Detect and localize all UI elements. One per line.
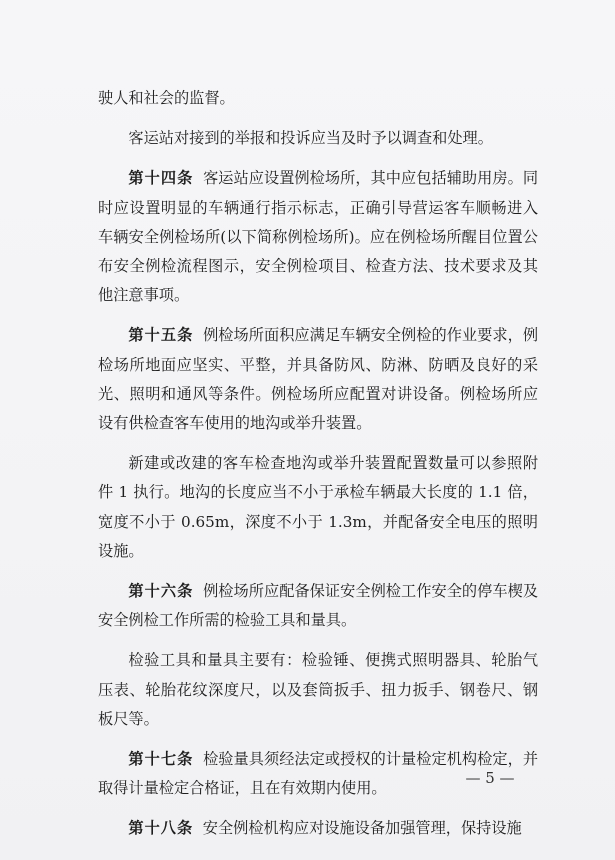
article-number: 第十六条 <box>128 582 194 601</box>
document-body <box>98 84 538 855</box>
article-number: 第十七条 <box>128 750 194 769</box>
article-14-paragraph <box>98 164 538 310</box>
page-number: — 5 — <box>465 769 515 787</box>
paragraph-text: 驶人和社会的监督。 <box>98 89 235 107</box>
article-number: 第十四条 <box>128 169 194 188</box>
paragraph <box>98 646 538 734</box>
article-15-paragraph <box>98 321 538 438</box>
paragraph <box>98 124 538 153</box>
paragraph-text: 客运站应设置例检场所，其中应包括辅助用房。同时应设置明显的车辆通行指示标志，正确引导营运客车顺畅进入车辆安全例检场所(以下简称例检场所)。应在例检场所醒目位置公布安全例检流程图示，安全例检项目、检查方法、技术要求及其他注意事项。 <box>98 169 539 305</box>
article-number: 第十八条 <box>128 819 194 838</box>
paragraph-text: 新建或改建的客车检查地沟或举升装置配置数量可以参照附件 1 执行。地沟的长度应当不小于承检车辆最大长度的 1.1 倍，宽度不小于 0.65m，深度不小于 1.3m，并配备安全电压的照明设施。 <box>98 454 538 560</box>
article-18-paragraph <box>98 814 538 843</box>
paragraph <box>98 449 538 566</box>
article-number: 第十五条 <box>128 326 194 345</box>
paragraph-text: 客运站对接到的举报和投诉应当及时予以调查和处理。 <box>128 129 493 148</box>
paragraph-text: 安全例检机构应对设施设备加强管理，保持设施 <box>202 819 522 838</box>
paragraph-text: 例检场所应配备保证安全例检工作安全的停车楔及安全例检工作所需的检验工具和量具。 <box>98 582 539 630</box>
paragraph <box>98 84 538 113</box>
paragraph-text: 检验量具须经法定或授权的计量检定机构检定，并取得计量检定合格证，且在有效期内使用。 <box>98 750 539 798</box>
article-16-paragraph <box>98 577 538 635</box>
paragraph-text: 检验工具和量具主要有：检验锤、便携式照明器具、轮胎气压表、轮胎花纹深度尺，以及套筒扳手、扭力扳手、钢卷尺、钢板尺等。 <box>98 651 538 728</box>
paragraph-text: 例检场所面积应满足车辆安全例检的作业要求，例检场所地面应坚实、平整，并具备防风、防淋、防晒及良好的采光、照明和通风等条件。例检场所应配置对讲设备。例检场所应设有供检查客车使用的地沟或举升装置。 <box>98 326 539 433</box>
